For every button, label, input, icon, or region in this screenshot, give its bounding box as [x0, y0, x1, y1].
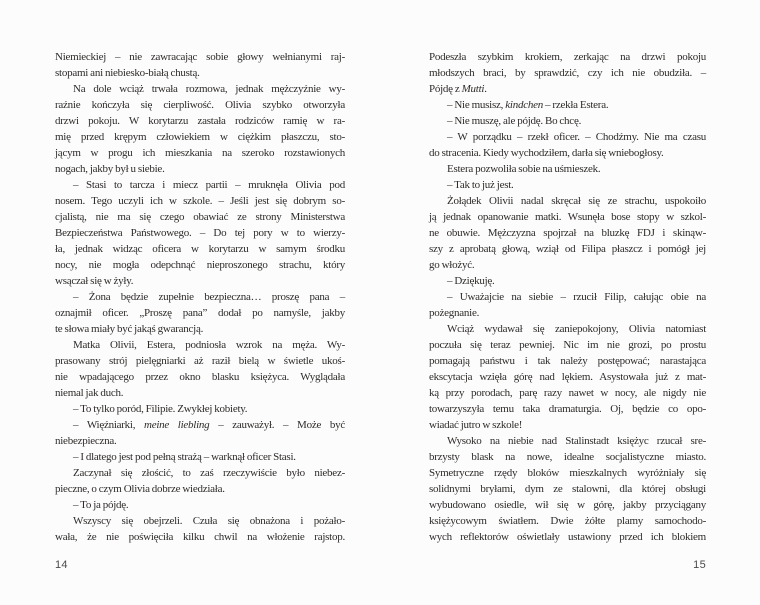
text-line — [429, 225, 706, 241]
text-segment: do stracenia. Kiedy wychodziłem, darła się wniebogłosy. — [429, 147, 664, 159]
text-line — [55, 337, 345, 353]
text-line — [429, 465, 706, 481]
text-line — [429, 129, 706, 145]
text-line — [429, 305, 706, 321]
text-line — [429, 529, 706, 545]
text-line — [429, 497, 706, 513]
text-line — [55, 497, 345, 513]
text-segment: niemal jak duch. — [55, 387, 124, 399]
italic-text-segment: Mutti — [461, 83, 485, 95]
text-line — [55, 417, 345, 433]
text-segment: Wysoko na niebie nad Stalinstadt księżyc rzucał sre- — [447, 435, 706, 447]
text-line — [429, 513, 706, 529]
text-line — [429, 97, 706, 113]
text-segment: – I dlatego jest pod pełną strażą – warknął oficer Stasi. — [73, 451, 296, 463]
text-line — [429, 321, 706, 337]
text-segment: ją jednak opanowanie matki. Wsunęła bose stopy w szkol- — [429, 211, 706, 223]
text-segment: Podeszła szybkim krokiem, zerkając na drzwi pokoju — [429, 51, 706, 63]
text-segment: ką przy porodach, parę razy nawet w nocy, ale nigdy nie — [429, 387, 706, 399]
text-line — [55, 449, 345, 465]
text-line — [429, 81, 706, 97]
text-segment: – rzekła Estera. — [542, 99, 609, 111]
text-line — [429, 193, 706, 209]
text-line — [429, 337, 706, 353]
text-segment: wała, że nie poświęciła kilku chwil na włożenie rajstop. — [55, 531, 345, 543]
text-segment: ekscytacja wzięła górę nad lękiem. Asystowała już z mat- — [429, 371, 706, 383]
text-line — [429, 113, 706, 129]
text-segment: – Nie muszę, ale pójdę. Bo chcę. — [447, 115, 582, 127]
text-segment: Estera pozwoliła sobie na uśmieszek. — [447, 163, 601, 175]
text-line — [55, 225, 345, 241]
text-segment: – Żona będzie zupełnie bezpieczna… proszę pana – — [73, 291, 345, 303]
text-line — [55, 161, 345, 177]
text-line — [55, 385, 345, 401]
text-line — [55, 481, 345, 497]
text-line — [55, 353, 345, 369]
text-line — [55, 241, 345, 257]
text-line — [55, 273, 345, 289]
text-segment: szy z aprobatą głową, wziął od Filipa płaszcz i pomógł jej — [429, 243, 706, 255]
text-segment: Niemieckiej – nie zawracając sobie głowy wełnianymi raj- — [55, 51, 345, 63]
text-segment: – Więźniarki, — [73, 419, 145, 431]
text-line — [55, 81, 345, 97]
text-segment: nosem. Tego uczyli ich w szkole. – Jeśli jest się dobrym so- — [55, 195, 345, 207]
text-segment: nie wpadającego przez okno blasku księżyca. Wyglądała — [55, 371, 345, 383]
text-segment: go włożyć. — [429, 259, 475, 271]
text-segment: pomagają państwu i tak należy postępować; narastająca — [429, 355, 706, 367]
text-line — [55, 321, 345, 337]
text-line — [55, 145, 345, 161]
text-line — [55, 513, 345, 529]
text-line — [55, 529, 345, 545]
text-line — [429, 353, 706, 369]
text-segment: Symetryczne rzędy bloków mieszkalnych wyróżniały się — [429, 467, 706, 479]
text-segment: nocy, nie mogła odepchnąć nieproszonego strachu, który — [55, 259, 345, 271]
text-line — [429, 177, 706, 193]
text-line — [429, 289, 706, 305]
text-line — [429, 385, 706, 401]
text-segment: Wszyscy się obejrzeli. Czuła się obnażona i pożało- — [73, 515, 345, 527]
text-segment: niebezpieczna. — [55, 435, 117, 447]
text-segment: oznajmił oficer. „Proszę pana” dodał po namyśle, jakby — [55, 307, 345, 319]
left-page-text — [55, 49, 345, 545]
text-segment: – To tylko poród, Filipie. Zwykłej kobiety. — [73, 403, 248, 415]
text-line — [429, 49, 706, 65]
text-line — [55, 209, 345, 225]
text-segment: Wciąż wydawał się zaniepokojony, Olivia natomiast — [447, 323, 706, 335]
text-segment: pieczne, o czym Olivia dobrze wiedziała. — [55, 483, 225, 495]
text-segment: poczuła się teraz pewniej. Nic im nie grozi, po prostu — [429, 339, 706, 351]
text-segment: te słowa miały być jakąś gwarancją. — [55, 323, 204, 335]
text-segment: wybudowano osiedle, wił się w górę, jakby przyciągany — [429, 499, 706, 511]
text-line — [55, 257, 345, 273]
text-line — [55, 433, 345, 449]
text-segment: wiadać jutro w szkole! — [429, 419, 523, 431]
text-line — [55, 97, 345, 113]
text-segment: – Uważajcie na siebie – rzucił Filip, całując obie na — [447, 291, 706, 303]
text-segment: jącym w progu ich mieszkania na szeroko rozstawionych — [55, 147, 345, 159]
text-segment: stopami ani niebiesko-białą chustą. — [55, 67, 200, 79]
text-segment: Na dole wciąż trwała rozmowa, jednak mężczyźnie wy- — [73, 83, 345, 95]
text-segment: Zaczynał się złościć, to zaś rzeczywiście było niebez- — [73, 467, 345, 479]
left-page-number: 14 — [55, 559, 68, 571]
text-segment: Bezpieczeństwa Państwowego. – Do tej pory w to wierzy- — [55, 227, 345, 239]
text-segment: raźnie kończyła się cierpliwość. Olivia szybko otworzyła — [55, 99, 345, 111]
text-line — [55, 113, 345, 129]
text-line — [55, 369, 345, 385]
text-line — [429, 241, 706, 257]
right-page-number: 15 — [693, 559, 706, 571]
text-segment: – Dziękuję. — [447, 275, 495, 287]
text-segment: ła, jednak widząc oficera w korytarzu w samym środku — [55, 243, 345, 255]
text-line — [55, 193, 345, 209]
text-segment: drzwi pokoju. W korytarzu zastała rodziców ramię w ra- — [55, 115, 345, 127]
text-segment: Żołądek Olivii nadal skręcał się ze strachu, uspokoiło — [447, 195, 706, 207]
text-line — [55, 401, 345, 417]
text-segment: – To ja pójdę. — [73, 499, 129, 511]
text-segment: pożegnanie. — [429, 307, 480, 319]
text-line — [55, 49, 345, 65]
text-line — [429, 417, 706, 433]
italic-text-segment: kindchen — [505, 99, 543, 111]
text-segment: Matka Olivii, Estera, podniosła wzrok na męża. Wy- — [73, 339, 345, 351]
text-segment: – Tak to już jest. — [447, 179, 514, 191]
text-segment: wych reflektorów oświetlały ustawiony przed ich blokiem — [429, 531, 706, 543]
text-line — [429, 369, 706, 385]
text-line — [429, 449, 706, 465]
text-segment: Pójdę z — [429, 83, 462, 95]
text-line — [55, 129, 345, 145]
text-line — [429, 273, 706, 289]
text-segment: prasowany strój pielęgniarki aż raził bielą w świetle ukoś- — [55, 355, 345, 367]
text-line — [429, 145, 706, 161]
text-segment: towarzyszyła temu taka dramaturgia. Oj, będzie co opo- — [429, 403, 706, 415]
text-segment: – Stasi to tarcza i miecz partii – mruknęła Olivia pod — [73, 179, 345, 191]
text-line — [55, 177, 345, 193]
italic-text-segment: meine liebling — [144, 419, 210, 431]
text-segment: ne obuwie. Mężczyzna spojrzał na bluzkę FDJ i skinąw- — [429, 227, 706, 239]
text-segment: księżycowym światłem. Dwie żółte plamy samochodo- — [429, 515, 706, 527]
text-line — [429, 401, 706, 417]
text-line — [429, 209, 706, 225]
text-segment: młodszych braci, by sprawdzić, czy ich nie obudziła. – — [429, 67, 706, 79]
text-line — [429, 65, 706, 81]
text-line — [55, 465, 345, 481]
text-line — [429, 481, 706, 497]
text-segment: cjalistą, nie ma się czego obawiać ze strony Ministerstwa — [55, 211, 345, 223]
text-segment: wsączał się w żyły. — [55, 275, 134, 287]
text-line — [429, 161, 706, 177]
text-segment: brzysty blask na nowe, idealne socjalistyczne miasto. — [429, 451, 706, 463]
text-segment: – zauważył. – Może być — [209, 419, 345, 431]
text-line — [429, 433, 706, 449]
text-segment: solidnymi bryłami, dym ze stalowni, dla której obsługi — [429, 483, 706, 495]
text-segment: nogach, jakby był u siebie. — [55, 163, 165, 175]
text-segment: mię przed krępym człowiekiem w ciężkim płaszczu, sto- — [55, 131, 345, 143]
text-segment: . — [484, 83, 487, 95]
text-line — [55, 305, 345, 321]
text-line — [429, 257, 706, 273]
text-segment: – W porządku – rzekł oficer. – Chodźmy. Nie ma czasu — [447, 131, 706, 143]
text-line — [55, 289, 345, 305]
right-page-text — [429, 49, 706, 545]
text-line — [55, 65, 345, 81]
text-segment: – Nie musisz, — [447, 99, 506, 111]
